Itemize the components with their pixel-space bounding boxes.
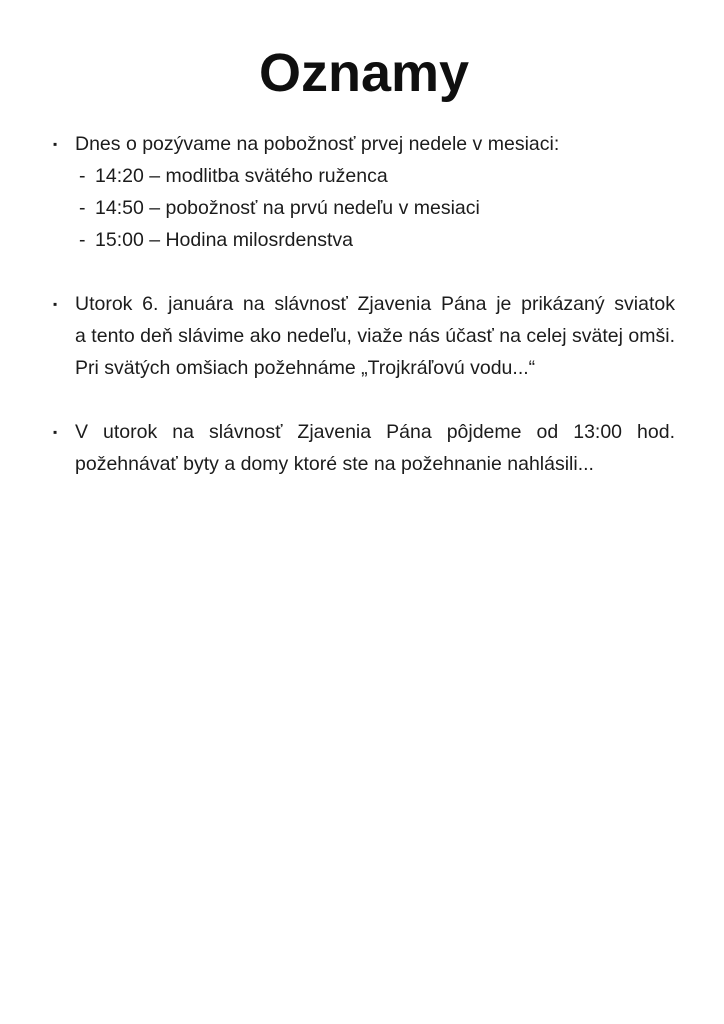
dash-marker: - [79, 229, 86, 251]
bullet-icon: ▪ [53, 137, 58, 151]
announcement-line: a tento deň slávime ako nedeľu, viaže nás účasť na celej svätej omši. [75, 325, 675, 347]
announcements-list [53, 128, 675, 480]
announcement-content [75, 128, 675, 256]
announcement-line: Pri svätých omšiach požehnáme „Trojkráľovú vodu...“ [75, 357, 536, 379]
page-title: Oznamy [258, 43, 470, 103]
schedule-item [75, 224, 675, 256]
announcement-line: V utorok na slávnosť Zjavenia Pána pôjdeme od 13:00 hod. [75, 421, 675, 443]
announcement-line: Dnes o pozývame na pobožnosť prvej nedele v mesiaci: [75, 133, 560, 155]
dash-marker: - [79, 197, 86, 219]
bullet-icon: ▪ [53, 297, 58, 311]
schedule-text: 14:20 – modlitba svätého ruženca [95, 165, 388, 187]
announcement-content [75, 416, 675, 480]
dash-marker: - [79, 165, 86, 187]
schedule-text: 15:00 – Hodina milosrdenstva [95, 229, 353, 251]
announcement-line: požehnávať byty a domy ktoré ste na požehnanie nahlásili... [75, 453, 594, 475]
announcement-content [75, 288, 675, 384]
bullet-icon: ▪ [53, 425, 58, 439]
announcement-line: Utorok 6. januára na slávnosť Zjavenia Pána je prikázaný sviatok [75, 293, 675, 315]
announcement-item-3 [53, 416, 675, 480]
announcement-item-2 [53, 288, 675, 384]
announcement-item-1 [53, 128, 675, 256]
schedule-text: 14:50 – pobožnosť na prvú nedeľu v mesiaci [95, 197, 480, 219]
schedule-item [75, 192, 675, 224]
schedule-item [75, 160, 675, 192]
